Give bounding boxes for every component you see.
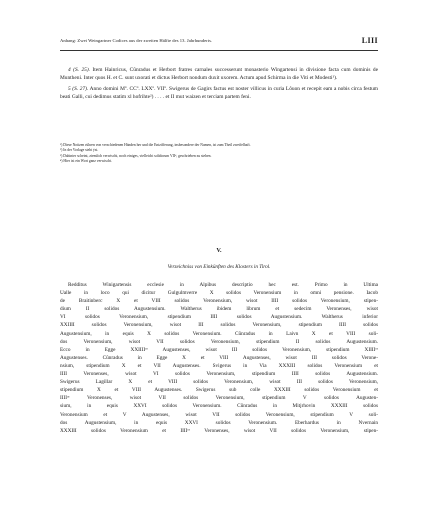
footnote: ¹) Diese Notizen rühren von verschiedenen Händen her und die Entzifferung, insbesondere der Namen, ist zum Theil zweifelhaft. — [60, 143, 251, 147]
footnotes — [60, 143, 378, 164]
section-text-line: XXIIII solidos Veronensium, wisot III solidos Veronensium, stipendium IIII solidos — [60, 322, 378, 329]
section-text-line: stipendium X et VIII Augustenses. Swigerus sub colle XXXIII solidos Veronensium et — [60, 387, 378, 394]
section-text-line: de Braitinberc X et VIII solidos Veronensium, wisot IIII solidos Veronensium, stipen- — [60, 298, 378, 305]
entry-text: Anno domini Mº. CCº. LXXº. VIIº. Swigerus de Gagirs factus est noster villicus in curia Lôuon et recepit eam a nobis circa festum beati Galli, cui dedimus statim xl hofrihte²) . . . . et II mut waizen et terciam partem feni. — [60, 86, 378, 101]
entries-block — [60, 66, 378, 102]
section-text-line: Veronensium et V Augustenses, wisot VII solidos Veronensium, stipendium V soli- — [60, 411, 378, 418]
section-text-line: dos Veronensium, wisot VII solidos Veronensium, stipendium II solidos Augustensium. — [60, 338, 378, 345]
header-rule — [60, 50, 378, 51]
section-title: Verzeichniss von Einkünften des Klosters in Tirol. — [167, 264, 271, 270]
section-text-line: Ecco in Egge XXIIIIᵒʳ Augustenses, wisot III solidos Veronensium, stipendium XIIIIᵒʳ — [60, 346, 378, 353]
page-number: LIII — [361, 36, 378, 45]
entry-paragraph — [60, 66, 378, 82]
section-text-line: IIIIᵒʳ Veronenses, wisot VII solidos Veronensium, stipendium V solidos Augusten- — [60, 395, 378, 402]
section-body — [60, 281, 378, 435]
section-number: V. — [216, 247, 222, 254]
section-text-line: Swigerus Lagillar X et VIII solidos Veronensium, wisot III solidos Veronensium, — [60, 379, 378, 386]
section-paragraph — [60, 281, 378, 435]
section-text-line: sium, in equis XXVI solidos Veronensium. Cûnradus in Mitjrhovin XXXIII solidos — [60, 403, 378, 410]
running-header-title: Anhang: Zwei Weingartner Codices aus der zweiten Hälfte des 13. Jahrhunderts. — [60, 38, 213, 43]
section-text-line: Augustenses. Cûnradus in Egge X et VIII Augustenses, wisot III solidos Verone- — [60, 354, 378, 361]
section-text-line: XXXIII solidos Veronensium et IIIIᵒʳ Veronenses, wisot VII solidos Veronensium, stipen- — [60, 427, 378, 434]
section-text-line: Redditus Winigartensis ecclesie in Alpibus descriptio hec est. Primo in Ultima — [68, 282, 378, 288]
running-header — [60, 38, 378, 50]
entry-paragraph — [60, 85, 378, 101]
section-text-line: dos Augustensium, in equis XXVI solidos Veronensium. Eberhardus in Nvernain — [60, 419, 378, 426]
section-text-line: dium II solidos Augustensium. Waltherus ibidem librum et sedecim Veronenses, wisot — [60, 306, 378, 313]
entry-number: 5 (S. 27). — [68, 86, 89, 93]
section-text-line: Ualle in loco qui dicitur Gulgulmverre X solidos Veronensium in omni pensione. Iacob — [60, 290, 378, 297]
section-text-line: Augustensium, in equis X solidos Veronensium. Cûnradus in Laivn X et VIII soli- — [60, 330, 378, 337]
entry-number: 4 (S. 25). — [68, 67, 91, 73]
section-text-line: IIII Veronenses, wisot VI solidos Veronensium, stipendium IIII solidos Augustensium. — [60, 371, 378, 378]
footnote: ⁴) Hier ist ein Wort ganz verwischt. — [60, 158, 113, 163]
entry-text: Item Hainricus, Cûnradus et Herbort fratres carnales successerunt monasterio Wingartensi in divisione facta cum dominis de Muntheni. Inter quos H. et C. sunt uxorati et dictus Herbort nondum duxit uxorem. Actum apud Schirma in die Viti et Modesti¹). — [60, 67, 378, 82]
footnote: ³) Dahinter scheint, ziemlich verwischt, noch einiges, vielleicht solidorum VIIᵈ, geschrieben zu stehen. — [60, 153, 212, 158]
section-text-line: nsium, stipendium X et VII Augustenses. Svigerus in Via XXXIII solidos Veronensium et — [60, 362, 378, 369]
section-text-line: VI solidos Veronensium, stipendium IIII solidos Augustensium. Waltherus inferior — [60, 314, 378, 321]
footnote: ²) In der Vorlage steht ẏst. — [60, 148, 99, 153]
